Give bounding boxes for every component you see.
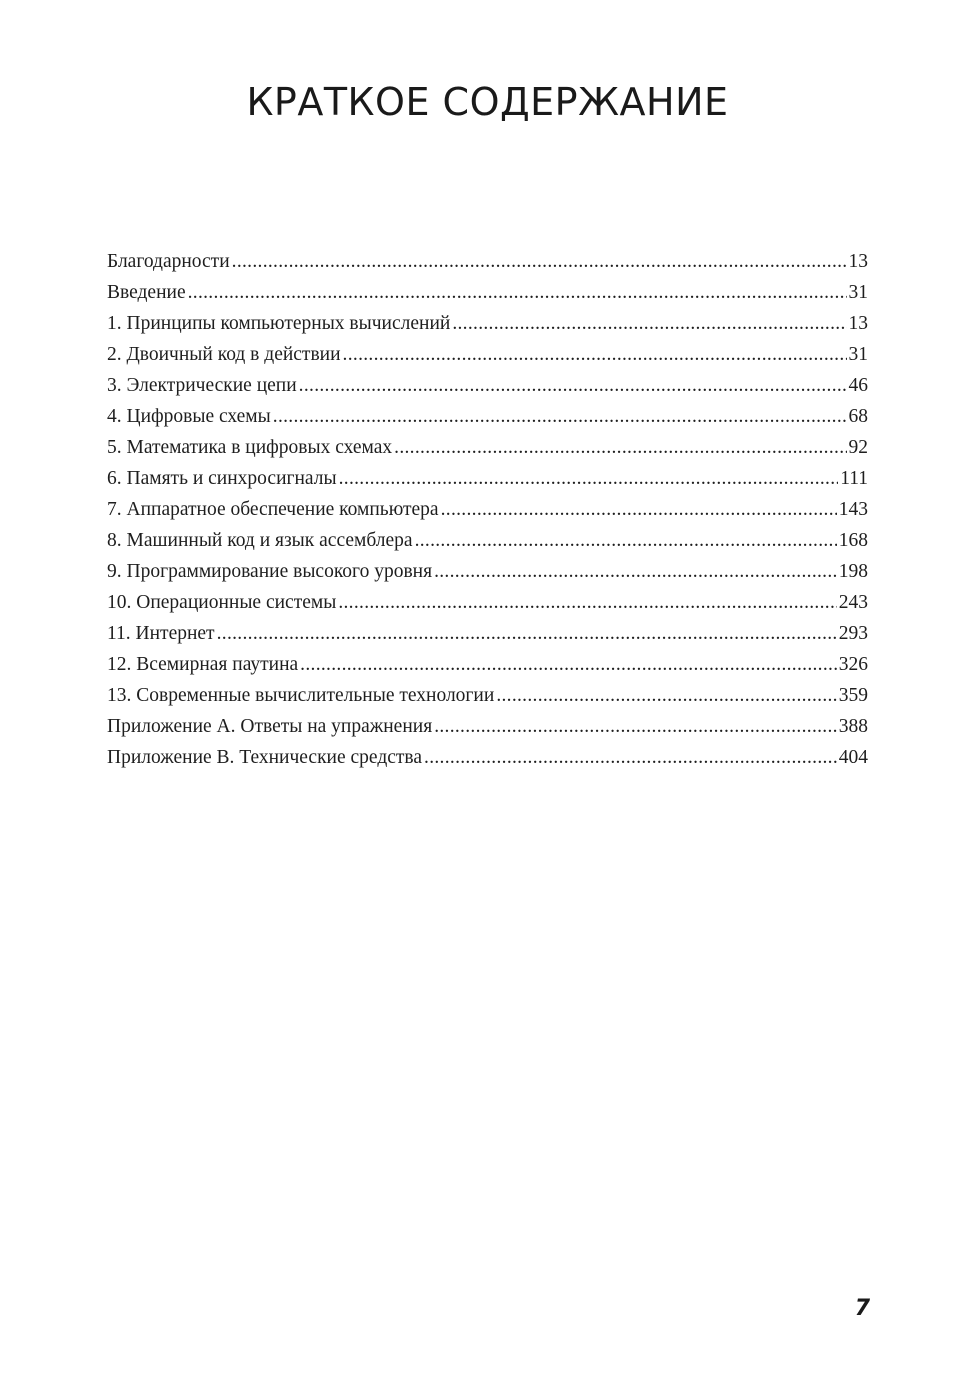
toc-entry-title: 13. Современные вычислительные технологии <box>107 685 495 706</box>
toc-dot-leader <box>394 432 846 463</box>
toc-dot-leader <box>452 308 846 339</box>
toc-entry <box>107 432 868 463</box>
toc-entry-page: 326 <box>838 654 868 675</box>
toc-entry-page: 13 <box>848 313 868 334</box>
toc-dot-leader <box>339 463 839 494</box>
toc-dot-leader <box>273 401 847 432</box>
toc-entry-title: 1. Принципы компьютерных вычислений <box>107 313 451 334</box>
toc-dot-leader <box>434 556 837 587</box>
toc-entry <box>107 649 868 680</box>
toc-entry-title: 10. Операционные системы <box>107 592 337 613</box>
toc-entry-page: 111 <box>840 468 868 489</box>
toc-entry-title: 4. Цифровые схемы <box>107 406 271 427</box>
toc-entry <box>107 339 868 370</box>
toc-entry-page: 46 <box>848 375 868 396</box>
toc-entry <box>107 587 868 618</box>
toc-dot-leader <box>424 742 837 773</box>
toc-entry <box>107 277 868 308</box>
toc-entry-title: Приложение А. Ответы на упражнения <box>107 716 433 737</box>
toc-dot-leader <box>300 649 837 680</box>
toc-entry-page: 359 <box>838 685 868 706</box>
toc-entry-page: 92 <box>848 437 868 458</box>
toc-dot-leader <box>415 525 837 556</box>
toc-entry <box>107 246 868 277</box>
toc-dot-leader <box>299 370 847 401</box>
toc-entry-title: Благодарности <box>107 251 230 272</box>
page-title: КРАТКОЕ СОДЕРЖАНИЕ <box>246 80 729 124</box>
toc-entry <box>107 308 868 339</box>
toc-entry-page: 404 <box>838 747 868 768</box>
toc-entry <box>107 711 868 742</box>
toc-entry-page: 243 <box>838 592 868 613</box>
toc-entry-title: Приложение B. Технические средства <box>107 747 423 768</box>
toc-dot-leader <box>343 339 847 370</box>
toc-entry <box>107 401 868 432</box>
toc-entry-page: 143 <box>838 499 868 520</box>
toc-entry <box>107 525 868 556</box>
toc-entry <box>107 494 868 525</box>
toc-entry-title: 3. Электрические цепи <box>107 375 297 396</box>
toc-entry-page: 31 <box>848 282 868 303</box>
toc-entry <box>107 463 868 494</box>
toc-dot-leader <box>338 587 836 618</box>
toc-entry-page: 388 <box>838 716 868 737</box>
toc-entry-title: 7. Аппаратное обеспечение компьютера <box>107 499 439 520</box>
toc-entry-title: 5. Математика в цифровых схемах <box>107 437 393 458</box>
toc-entry <box>107 556 868 587</box>
toc-entry <box>107 370 868 401</box>
toc-entry-title: 2. Двоичный код в действии <box>107 344 341 365</box>
toc-dot-leader <box>441 494 837 525</box>
toc-entry <box>107 742 868 773</box>
toc-dot-leader <box>217 618 837 649</box>
toc-entry-page: 31 <box>848 344 868 365</box>
toc-entry-title: 8. Машинный код и язык ассемблера <box>107 530 413 551</box>
toc-dot-leader <box>496 680 836 711</box>
toc-entry-page: 68 <box>848 406 868 427</box>
toc-entry-title: 11. Интернет <box>107 623 215 644</box>
toc-entry-title: 9. Программирование высокого уровня <box>107 561 433 582</box>
toc-entry <box>107 680 868 711</box>
toc-entry-page: 293 <box>838 623 868 644</box>
toc-entry-title: 12. Всемирная паутина <box>107 654 299 675</box>
toc-entry-page: 13 <box>848 251 868 272</box>
toc-entry-title: Введение <box>107 282 186 303</box>
toc-entry-title: 6. Память и синхросигналы <box>107 468 337 489</box>
toc-dot-leader <box>434 711 837 742</box>
toc-dot-leader <box>232 246 847 277</box>
toc-dot-leader <box>188 277 847 308</box>
page-number: 7 <box>854 1296 870 1321</box>
toc-entry-page: 198 <box>838 561 868 582</box>
toc-entry-page: 168 <box>838 530 868 551</box>
table-of-contents <box>107 246 868 773</box>
toc-entry <box>107 618 868 649</box>
